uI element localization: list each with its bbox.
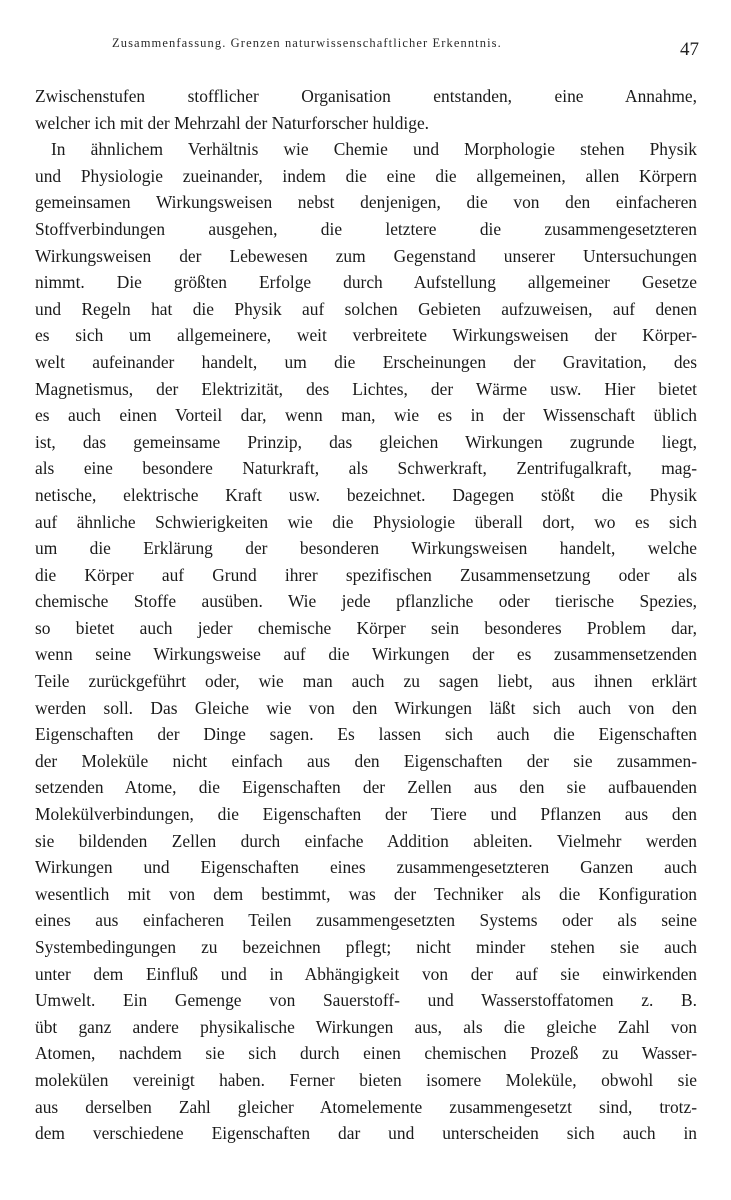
text-line: auf ähnliche Schwierigkeiten wie die Physiologie überall dort, wo es sich — [35, 511, 697, 532]
text-line: wesentlich mit von dem bestimmt, was der Techniker als die Konfiguration — [35, 883, 697, 904]
text-line: Zwischenstufen stofflicher Organisation entstanden, eine Annahme, — [35, 86, 697, 106]
text-line: Eigenschaften der Dinge sagen. Es lassen sich auch die Eigenschaften — [35, 724, 697, 745]
text-line: Systembedingungen zu bezeichnen pflegt; nicht minder stehen sie auch — [35, 937, 697, 957]
text-line: eines aus einfacheren Teilen zusammengesetzten Systems oder als seine — [35, 910, 697, 931]
text-line: ist, das gemeinsame Prinzip, das gleichen Wirkungen zugrunde liegt, — [35, 431, 697, 452]
text-line: welt aufeinander handelt, um die Erscheinungen der Gravitation, des — [35, 351, 697, 372]
text-line: netische, elektrische Kraft usw. bezeichnet. Dagegen stößt die Physik — [35, 484, 697, 505]
text-line: um die Erklärung der besonderen Wirkungsweisen handelt, welche — [35, 538, 697, 559]
text-line: aus derselben Zahl gleicher Atomelemente zusammengesetzt sind, trotz- — [35, 1096, 697, 1117]
text-line: Umwelt. Ein Gemenge von Sauerstoff- und Wasserstoffatomen z. B. — [35, 990, 697, 1011]
text-line: Wirkungsweisen der Lebewesen zum Gegenstand unserer Untersuchungen — [35, 245, 697, 266]
text-line: und Regeln hat die Physik auf solchen Gebieten aufzuweisen, auf denen — [35, 298, 697, 319]
text-line: chemische Stoffe ausüben. Wie jede pflanzliche oder tierische Spezies, — [35, 591, 697, 612]
text-line: molekülen vereinigt haben. Ferner bieten isomere Moleküle, obwohl sie — [35, 1069, 697, 1090]
text-line: die Körper auf Grund ihrer spezifischen Zusammensetzung oder als — [35, 564, 697, 585]
text-line: und Physiologie zueinander, indem die eine die allgemeinen, allen Körpern — [35, 165, 697, 186]
text-line: es auch einen Vorteil dar, wenn man, wie es in der Wissenschaft üblich — [35, 405, 697, 426]
text-line: Wirkungen und Eigenschaften eines zusammengesetzteren Ganzen auch — [35, 857, 697, 878]
running-head — [0, 33, 731, 60]
text-line: nimmt. Die größten Erfolge durch Aufstellung allgemeiner Gesetze — [35, 272, 697, 293]
text-line: unter dem Einfluß und in Abhängigkeit von der auf sie einwirkenden — [35, 963, 697, 984]
text-line: als eine besondere Naturkraft, als Schwerkraft, Zentrifugalkraft, mag- — [35, 458, 697, 479]
page-number: 47 — [680, 39, 699, 60]
text-line: Teile zurückgeführt oder, wie man auch zu sagen liebt, aus ihnen erklärt — [35, 671, 697, 692]
text-line: Atomen, nachdem sie sich durch einen chemischen Prozeß zu Wasser- — [35, 1043, 697, 1064]
text-line: Stoffverbindungen ausgehen, die letztere die zusammengesetzteren — [35, 218, 697, 239]
text-line: Molekülverbindungen, die Eigenschaften der Tiere und Pflanzen aus den — [35, 804, 697, 825]
text-line: werden soll. Das Gleiche wie von den Wirkungen läßt sich auch von den — [35, 697, 697, 718]
text-line: dem verschiedene Eigenschaften dar und unterscheiden sich auch in — [35, 1123, 697, 1144]
text-line: gemeinsamen Wirkungsweisen nebst denjenigen, die von den einfacheren — [35, 192, 697, 213]
text-line: es sich um allgemeinere, weit verbreitete Wirkungsweisen der Körper- — [35, 325, 697, 346]
text-line: so bietet auch jeder chemische Körper sein besonderes Problem dar, — [35, 617, 697, 638]
running-title: Zusammenfassung. Grenzen naturwissenschaftlicher Erkenntnis. — [112, 36, 502, 50]
text-line: In ähnlichem Verhältnis wie Chemie und Morphologie stehen Physik — [51, 139, 697, 160]
text-line: setzenden Atome, die Eigenschaften der Zellen aus den sie aufbauenden — [35, 777, 697, 798]
text-line: Magnetismus, der Elektrizität, des Lichtes, der Wärme usw. Hier bietet — [35, 378, 697, 399]
text-line: wenn seine Wirkungsweise auf die Wirkungen der es zusammensetzenden — [35, 644, 697, 665]
text-line: übt ganz andere physikalische Wirkungen aus, als die gleiche Zahl von — [35, 1016, 697, 1037]
text-line: der Moleküle nicht einfach aus den Eigenschaften der sie zusammen- — [35, 750, 697, 771]
body-text — [35, 83, 697, 1147]
text-line: sie bildenden Zellen durch einfache Addition ableiten. Vielmehr werden — [35, 830, 697, 851]
text-line: welcher ich mit der Mehrzahl der Naturforscher huldige. — [35, 112, 430, 133]
